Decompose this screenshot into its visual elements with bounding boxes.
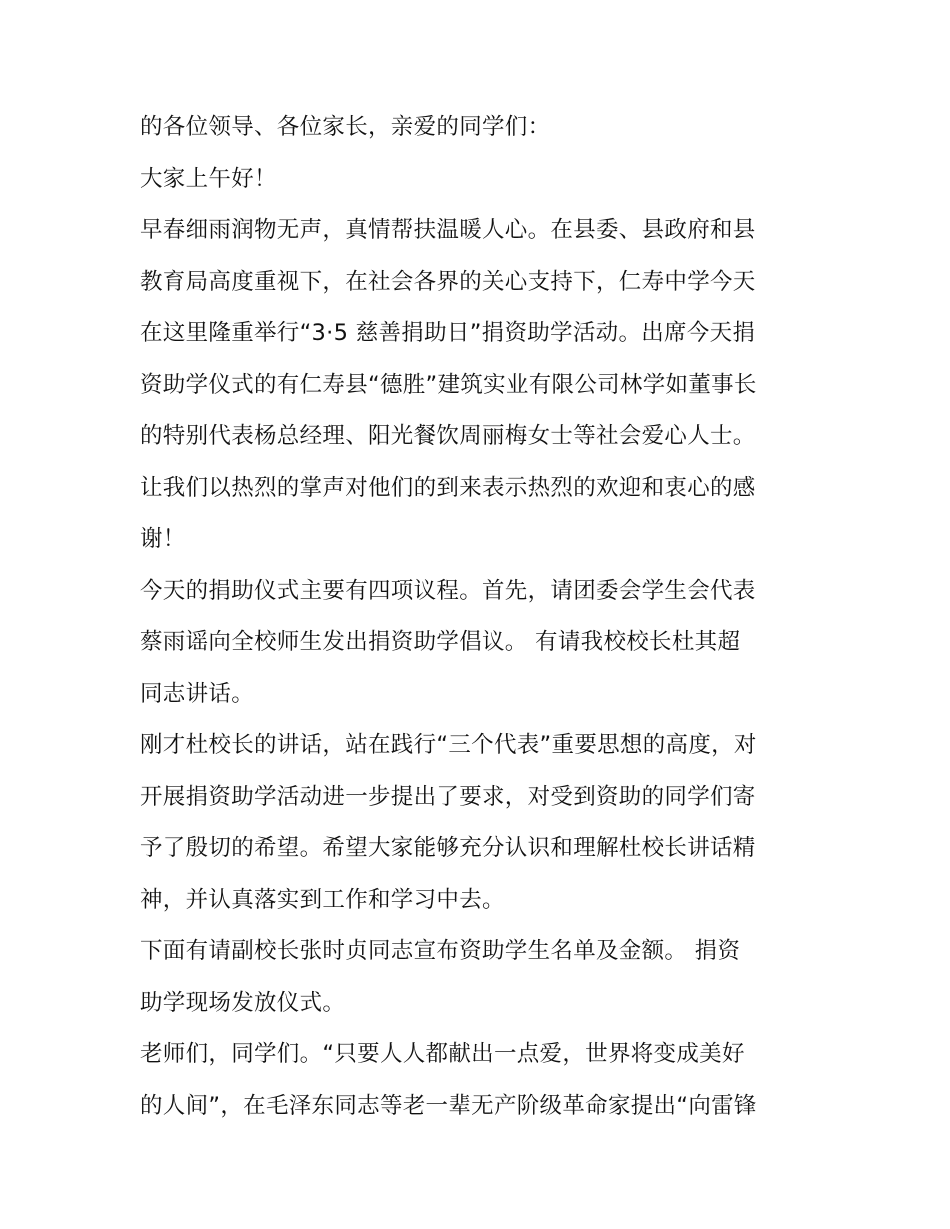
text-line: 助学现场发放仪式。 (140, 989, 346, 1016)
text-line: 在这里隆重举行“3·5 慈善捐助日”捐资助学活动。出席今天捐 (140, 320, 756, 346)
text-line: 的人间”，在毛泽东同志等老一辈无产阶级革命家提出“向雷锋 (140, 1092, 757, 1119)
text-line: 刚才杜校长的讲话，站在践行“三个代表”重要思想的高度，对 (140, 732, 757, 758)
text-line: 资助学仪式的有仁寿县“德胜”建筑实业有限公司林学如董事长 (140, 371, 757, 398)
text-line: 蔡雨谣向全校师生发出捐资助学倡议。 有请我校校长杜其超 (140, 629, 741, 655)
text-line: 老师们，同学们。“只要人人都献出一点爱，世界将变成美好 (140, 1041, 745, 1067)
text-line: 予了殷切的希望。希望大家能够充分认识和理解杜校长讲话精 (140, 835, 756, 861)
text-line: 下面有请副校长张时贞同志宣布资助学生名单及金额。 捐资 (140, 938, 741, 964)
text-line: 让我们以热烈的掌声对他们的到来表示热烈的欢迎和衷心的感 (140, 474, 756, 501)
text-line: 谢！ (140, 526, 186, 552)
text-line: 的特别代表杨总经理、阳光餐饮周丽梅女士等社会爱心人士。 (140, 423, 756, 449)
text-line: 教育局高度重视下，在社会各界的关心支持下，仁寿中学今天 (140, 268, 756, 295)
text-line: 开展捐资助学活动进一步提出了要求，对受到资助的同学们寄 (140, 783, 756, 810)
text-line: 今天的捐助仪式主要有四项议程。首先，请团委会学生会代表 (140, 577, 756, 604)
text-line: 早春细雨润物无声，真情帮扶温暖人心。在县委、县政府和县 (140, 217, 756, 243)
speech-text (140, 102, 820, 1132)
text-line: 神，并认真落实到工作和学习中去。 (140, 886, 505, 913)
text-line: 同志讲话。 (140, 680, 255, 707)
text-line: 的各位领导、各位家长，亲爱的同学们： (140, 114, 551, 140)
text-line: 大家上午好！ (140, 165, 277, 192)
